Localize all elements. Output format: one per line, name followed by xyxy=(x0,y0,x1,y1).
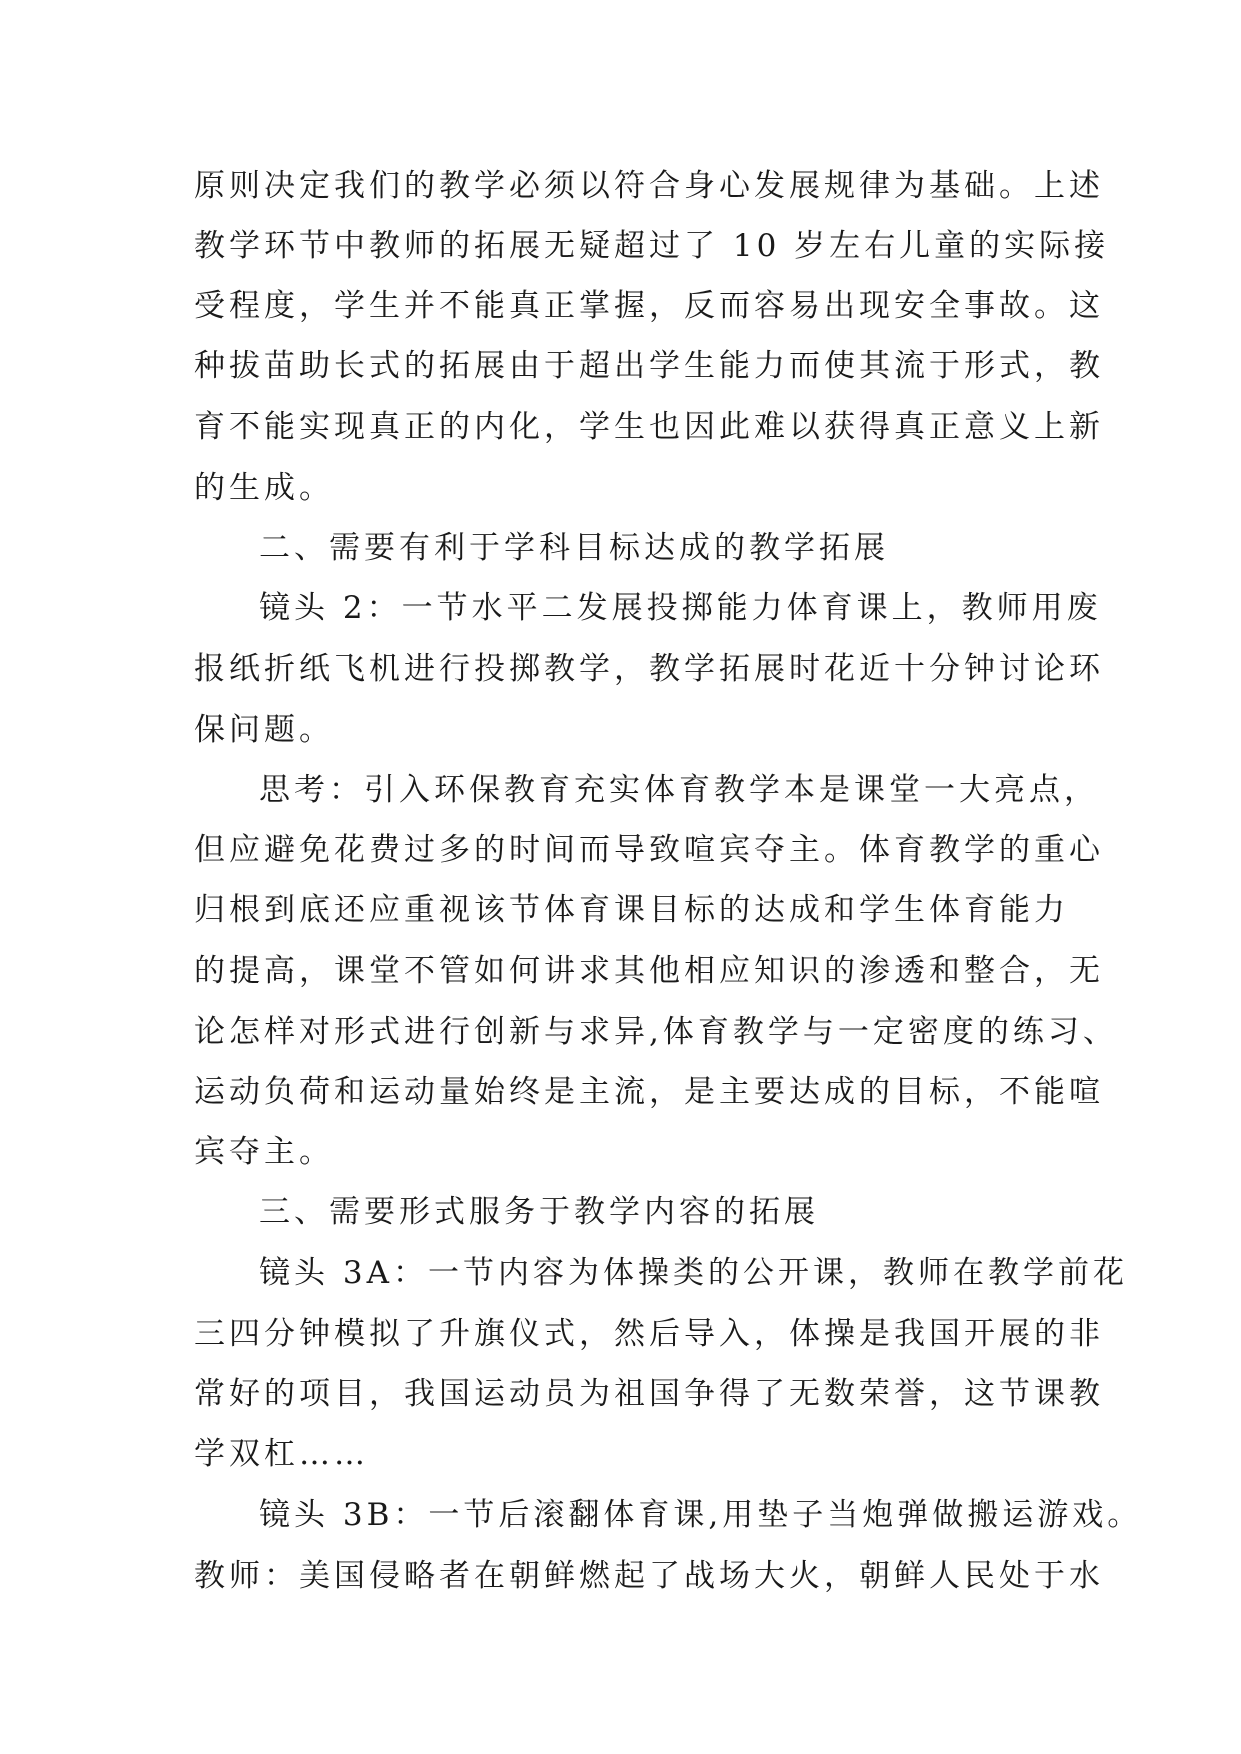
text-line: 的生成。 xyxy=(194,470,334,506)
section-heading: 二、需要有利于学科目标达成的教学拓展 xyxy=(259,530,889,566)
text-line: 但应避免花费过多的时间而导致喧宾夺主。体育教学的重心 xyxy=(194,832,1104,868)
text-line: 受程度，学生并不能真正掌握，反而容易出现安全事故。这 xyxy=(194,288,1104,324)
text-line: 的提高，课堂不管如何讲求其他相应知识的渗透和整合，无 xyxy=(194,953,1104,989)
text-line: 常好的项目，我国运动员为祖国争得了无数荣誉，这节课教 xyxy=(194,1376,1104,1412)
text-line: 保问题。 xyxy=(194,712,334,748)
text-line: 镜头 3B：一节后滚翻体育课,用垫子当炮弹做搬运游戏。 xyxy=(259,1497,1143,1533)
text-line: 三四分钟模拟了升旗仪式，然后导入，体操是我国开展的非 xyxy=(194,1316,1104,1352)
text-line: 原则决定我们的教学必须以符合身心发展规律为基础。上述 xyxy=(194,168,1104,204)
text-line: 思考：引入环保教育充实体育教学本是课堂一大亮点， xyxy=(259,772,1099,808)
text-line: 学双杠…… xyxy=(194,1436,369,1472)
section-heading: 三、需要形式服务于教学内容的拓展 xyxy=(259,1194,819,1230)
text-line: 运动负荷和运动量始终是主流，是主要达成的目标，不能喧 xyxy=(194,1074,1104,1110)
text-line: 种拔苗助长式的拓展由于超出学生能力而使其流于形式，教 xyxy=(194,348,1104,384)
text-line: 归根到底还应重视该节体育课目标的达成和学生体育能力 xyxy=(194,892,1069,928)
text-line: 宾夺主。 xyxy=(194,1134,334,1170)
text-line: 镜头 2：一节水平二发展投掷能力体育课上，教师用废 xyxy=(259,590,1102,626)
text-line: 教学环节中教师的拓展无疑超过了 10 岁左右儿童的实际接 xyxy=(194,228,1110,264)
text-line: 报纸折纸飞机进行投掷教学，教学拓展时花近十分钟讨论环 xyxy=(194,651,1104,687)
text-line: 镜头 3A：一节内容为体操类的公开课，教师在教学前花 xyxy=(259,1255,1128,1291)
text-line: 论怎样对形式进行创新与求异,体育教学与一定密度的练习、 xyxy=(194,1014,1118,1050)
text-line: 教师：美国侵略者在朝鲜燃起了战场大火，朝鲜人民处于水 xyxy=(194,1558,1104,1594)
text-line: 育不能实现真正的内化，学生也因此难以获得真正意义上新 xyxy=(194,409,1104,445)
